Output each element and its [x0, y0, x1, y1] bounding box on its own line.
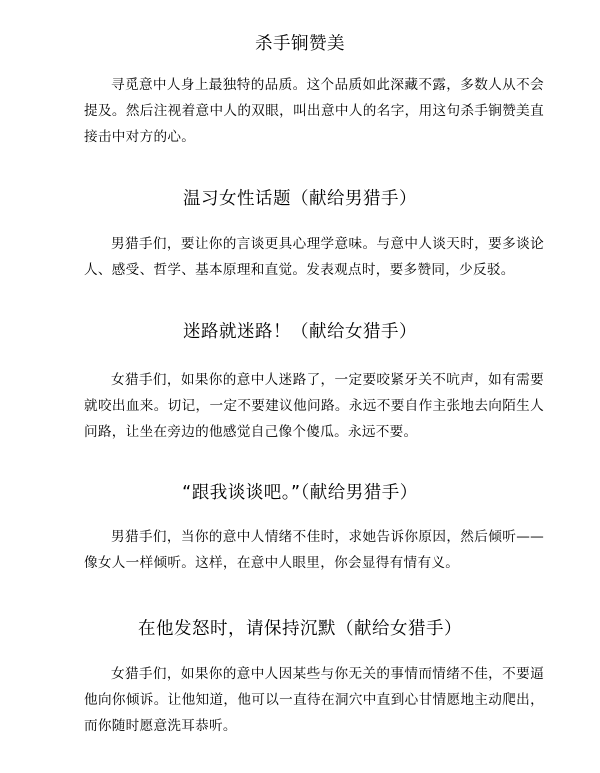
section-body: 女猎手们，如果你的意中人因某些与你无关的事情而情绪不佳，不要逼他向你倾诉。让他知道，他可以一直待在洞穴中直到心甘情愿地主动爬出，而你随时愿意洗耳恭听。: [84, 666, 544, 734]
section-body: 女猎手们，如果你的意中人迷路了，一定要咬紧牙关不吭声，如有需要就咬出血来。切记，一定不要建议他问路。永远不要自作主张地去向陌生人问路，让坐在旁边的他感觉自己像个傻瓜。永远不要。: [84, 372, 544, 440]
section-heading: 迷路就迷路！（献给女猎手）: [183, 322, 417, 342]
section-heading: 在他发怒时，请保持沉默（献给女猎手）: [138, 619, 462, 639]
section-body: 男猎手们，当你的意中人情绪不佳时，求她告诉你原因，然后倾听——像女人一样倾听。这样，在意中人眼里，你会显得有情有义。: [84, 529, 544, 571]
section-body: 男猎手们，要让你的言谈更具心理学意味。与意中人谈天时，要多谈论人、感受、哲学、基本原理和直觉。发表观点时，要多赞同，少反驳。: [84, 236, 544, 278]
section-body: 寻觅意中人身上最独特的品质。这个品质如此深藏不露，多数人从不会提及。然后注视着意中人的双眼，叫出意中人的名字，用这句杀手锏赞美直接击中对方的心。: [84, 77, 544, 145]
tip-section: [0, 188, 600, 278]
section-heading: 杀手锏赞美: [255, 34, 345, 54]
tip-section: [0, 321, 600, 440]
tip-section: [0, 33, 600, 145]
tip-section: [0, 482, 600, 571]
section-heading: 温习女性话题（献给男猎手）: [183, 189, 417, 209]
tip-section: [0, 618, 600, 734]
section-heading: “跟我谈谈吧。”（献给男猎手）: [182, 483, 418, 503]
